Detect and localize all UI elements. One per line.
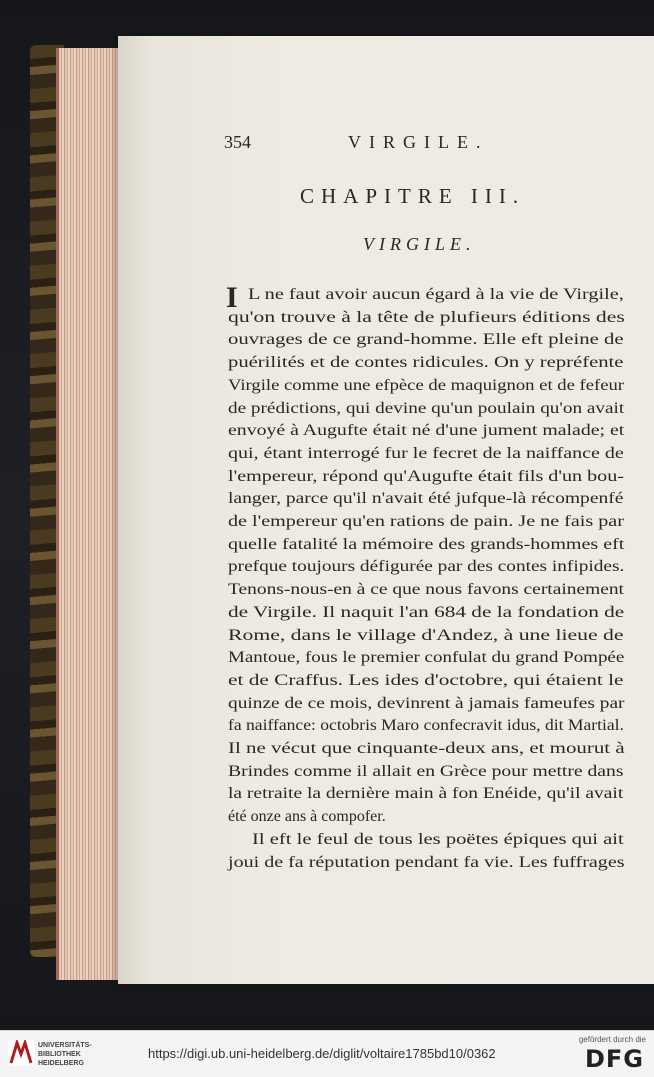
text-line: été onze ans à compofer. [228,808,386,826]
university-logo-icon [8,1040,34,1066]
viewer-footer [0,1030,654,1077]
text-line: quelle fatalité la mémoire des grands-hommes eft [228,535,625,553]
chapter-title: CHAPITRE III. [300,184,526,208]
text-line: l'empereur, répond qu'Augufte était fils d'un bou- [228,467,624,485]
text-line: de l'empereur qu'en rations de pain. Je ne fais par [228,513,624,530]
text-line: de Virgile. Il naquit l'an 684 de la fondation de [228,603,625,621]
text-line: langer, parce qu'il n'avait été jufque-là récompenfé [228,490,624,508]
text-line: prefque toujours défigurée par des contes infipides. [228,558,625,576]
text-line: de prédictions, qui devine qu'un poulain qu'on avait [228,399,625,417]
university-name [38,1041,92,1068]
text-line: Il ne vécut que cinquante-deux ans, et mourut à [228,740,625,757]
university-line-1: UNIVERSITÄTS- [38,1042,92,1049]
text-line: qu'on trouve à la tête de plufieurs éditions des [228,308,625,326]
university-line-2: BIBLIOTHEK [38,1051,81,1058]
dfg-logo: DFG [584,1045,644,1073]
text-line: Il eft le feul de tous les poëtes épiques qui ait [252,830,624,848]
running-head: VIRGILE. [348,132,489,152]
sponsor-caption: gefördert durch die [578,1035,646,1044]
text-line: quinze de ce mois, devinrent à jamais fameufes par [228,694,625,712]
text-line: la retraite la dernière main à fon Enéide, qu'il avait [228,785,624,803]
university-line-3: HEIDELBERG [38,1060,84,1067]
text-line: et de Craffus. Les ides d'octobre, qui étaient le [228,671,624,689]
text-line: fa naiffance: octobris Maro confecravit idus, dit Martial. [228,717,624,735]
text-line: Virgile comme une efpèce de maquignon et de fefeur [228,376,625,394]
text-line: qui, étant interrogé fur le fecret de la naiffance de [228,444,624,462]
page-number: 354 [224,132,251,152]
drop-cap: I [226,281,238,314]
text-line: puérilités et de contes ridicules. On y repréfente [228,354,624,372]
text-line: Tenons-nous-en à ce que nous favons certainement [228,581,624,599]
permalink-url[interactable]: https://digi.ub.uni-heidelberg.de/diglit/voltaire1785bd10/0362 [148,1046,496,1061]
chapter-subtitle: VIRGILE. [363,234,476,254]
text-line: ouvrages de ce grand-homme. Elle eft pleine de [228,331,624,349]
text-line: joui de fa réputation pendant fa vie. Les fuffrages [228,853,625,871]
text-line: envoyé à Augufte était né d'une jument malade; et [228,422,625,440]
text-line: Rome, dans le village d'Andez, à une lieue de [228,626,624,644]
text-line: Brindes comme il allait en Grèce pour mettre dans [228,762,624,780]
text-line: Mantoue, fous le premier confulat du grand Pompée [228,649,625,667]
text-line: L ne faut avoir aucun égard à la vie de Virgile, [248,286,624,303]
